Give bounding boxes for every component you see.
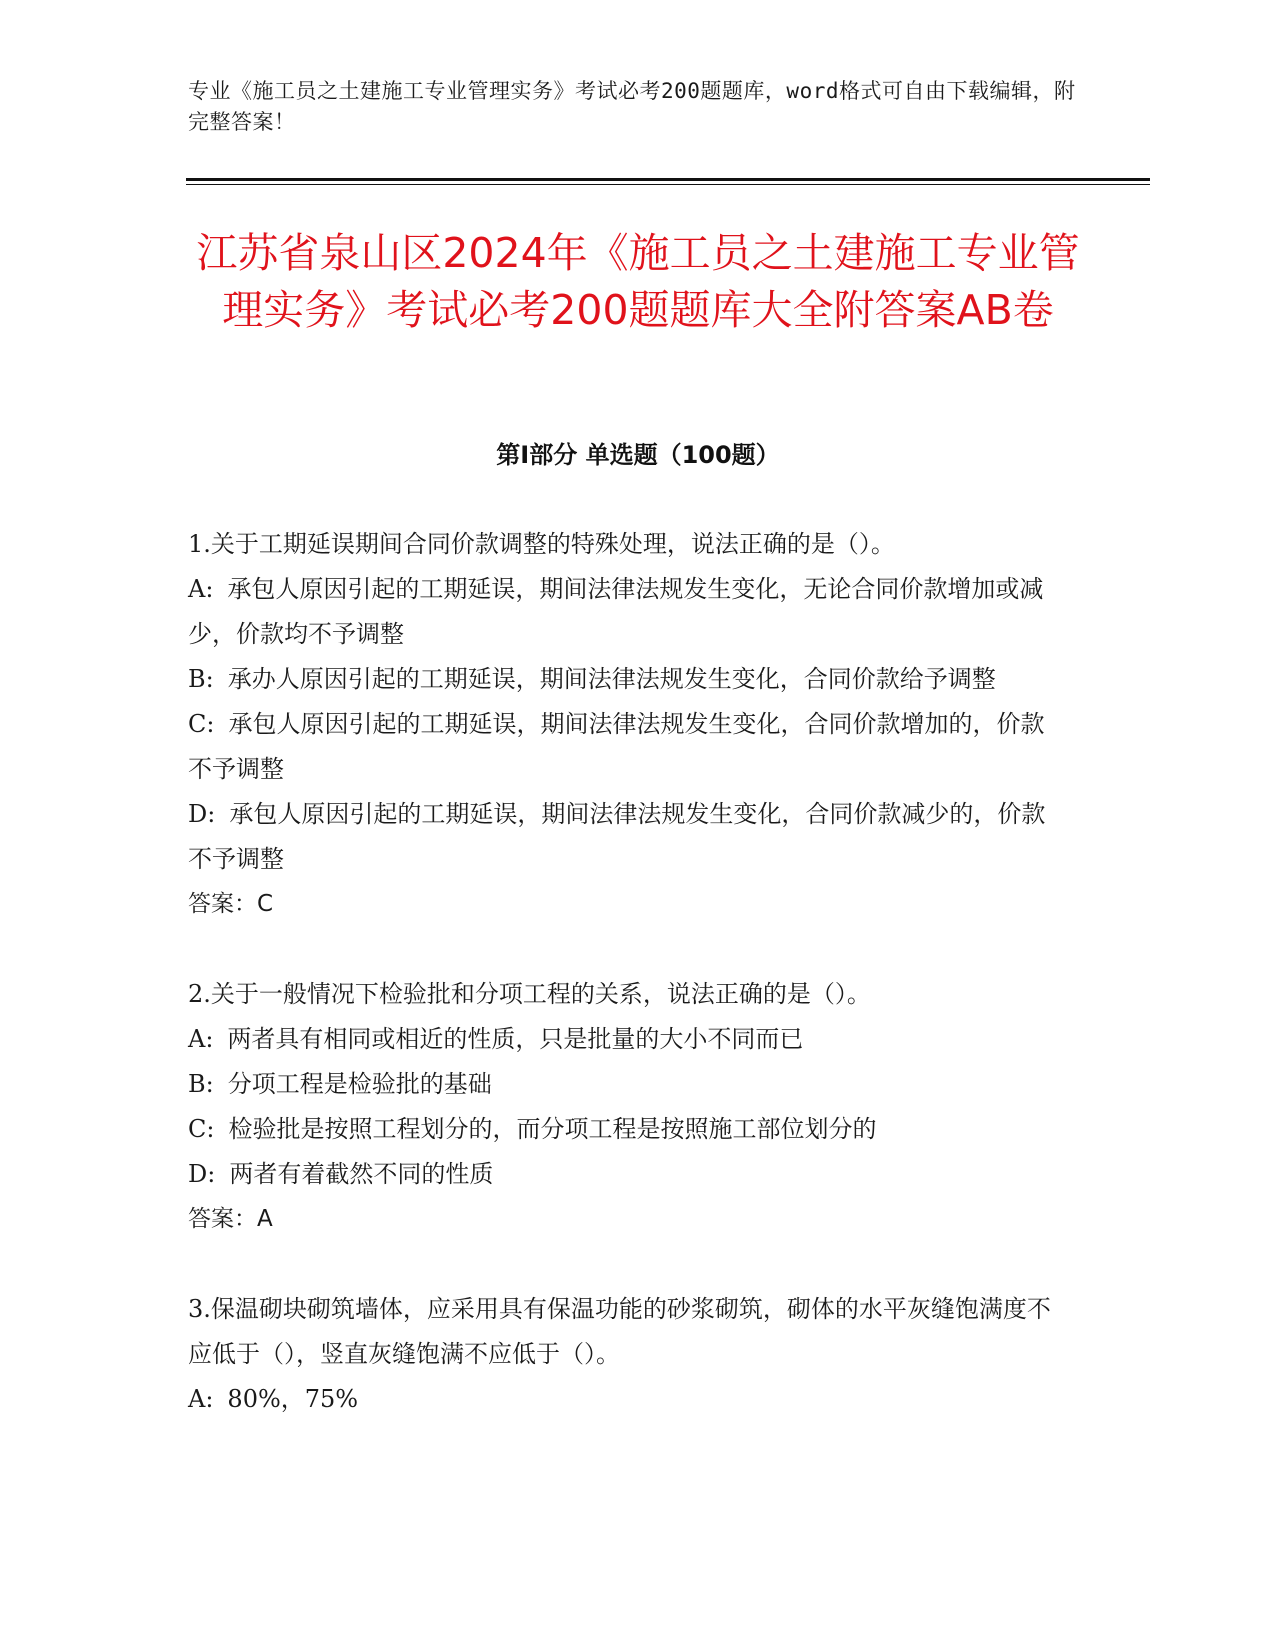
option-text: 80%，75% bbox=[227, 1385, 359, 1413]
option-text: 承包人原因引起的工期延误，期间法律法规发生变化，合同价款减少的，价款不予调整 bbox=[188, 800, 1046, 873]
option-label: C: bbox=[188, 1115, 215, 1143]
option-b bbox=[188, 657, 1068, 702]
option-text: 两者具有相同或相近的性质，只是批量的大小不同而已 bbox=[227, 1025, 804, 1053]
header-divider-thick bbox=[186, 178, 1150, 181]
option-label: A: bbox=[188, 1385, 214, 1413]
option-text: 承包人原因引起的工期延误，期间法律法规发生变化，合同价款增加的，价款不予调整 bbox=[188, 710, 1045, 783]
question-list bbox=[188, 522, 1068, 1467]
document-title: 江苏省泉山区2024年《施工员之土建施工专业管理实务》考试必考200题题库大全附答案AB卷 bbox=[196, 229, 1080, 334]
option-label: A: bbox=[188, 575, 214, 603]
option-c bbox=[188, 702, 1068, 792]
option-text: 检验批是按照工程划分的，而分项工程是按照施工部位划分的 bbox=[228, 1115, 877, 1143]
section-title: 第Ⅰ部分 单选题（100题） bbox=[496, 441, 780, 469]
option-label: D: bbox=[188, 800, 216, 828]
question-3 bbox=[188, 1287, 1068, 1422]
option-text: 分项工程是检验批的基础 bbox=[227, 1070, 492, 1098]
option-label: A: bbox=[188, 1025, 214, 1053]
option-label: B: bbox=[188, 1070, 214, 1098]
header-divider-thin bbox=[186, 184, 1150, 185]
option-text: 承包人原因引起的工期延误，期间法律法规发生变化，无论合同价款增加或减少，价款均不予调整 bbox=[188, 575, 1044, 648]
option-d bbox=[188, 792, 1068, 882]
header-note: 专业《施工员之土建施工专业管理实务》考试必考200题题库，word格式可自由下载编辑，附完整答案！ bbox=[188, 79, 1076, 134]
option-a bbox=[188, 1017, 1068, 1062]
option-b bbox=[188, 1062, 1068, 1107]
question-2 bbox=[188, 972, 1068, 1242]
option-a bbox=[188, 567, 1068, 657]
option-label: B: bbox=[188, 665, 214, 693]
question-stem: 3.保温砌块砌筑墙体，应采用具有保温功能的砂浆砌筑，砌体的水平灰缝饱满度不应低于（），竖直灰缝饱满不应低于（）。 bbox=[188, 1295, 1051, 1368]
answer-line: 答案：A bbox=[188, 1206, 273, 1232]
option-d bbox=[188, 1152, 1068, 1197]
option-text: 两者有着截然不同的性质 bbox=[229, 1160, 494, 1188]
option-text: 承办人原因引起的工期延误，期间法律法规发生变化，合同价款给予调整 bbox=[227, 665, 996, 693]
option-c bbox=[188, 1107, 1068, 1152]
option-label: C: bbox=[188, 710, 215, 738]
option-a bbox=[188, 1377, 1068, 1422]
question-1 bbox=[188, 522, 1068, 927]
answer-line: 答案：C bbox=[188, 891, 274, 917]
question-stem: 2.关于一般情况下检验批和分项工程的关系，说法正确的是（）。 bbox=[188, 980, 871, 1008]
option-label: D: bbox=[188, 1160, 216, 1188]
question-stem: 1.关于工期延误期间合同价款调整的特殊处理，说法正确的是（）。 bbox=[188, 530, 895, 558]
